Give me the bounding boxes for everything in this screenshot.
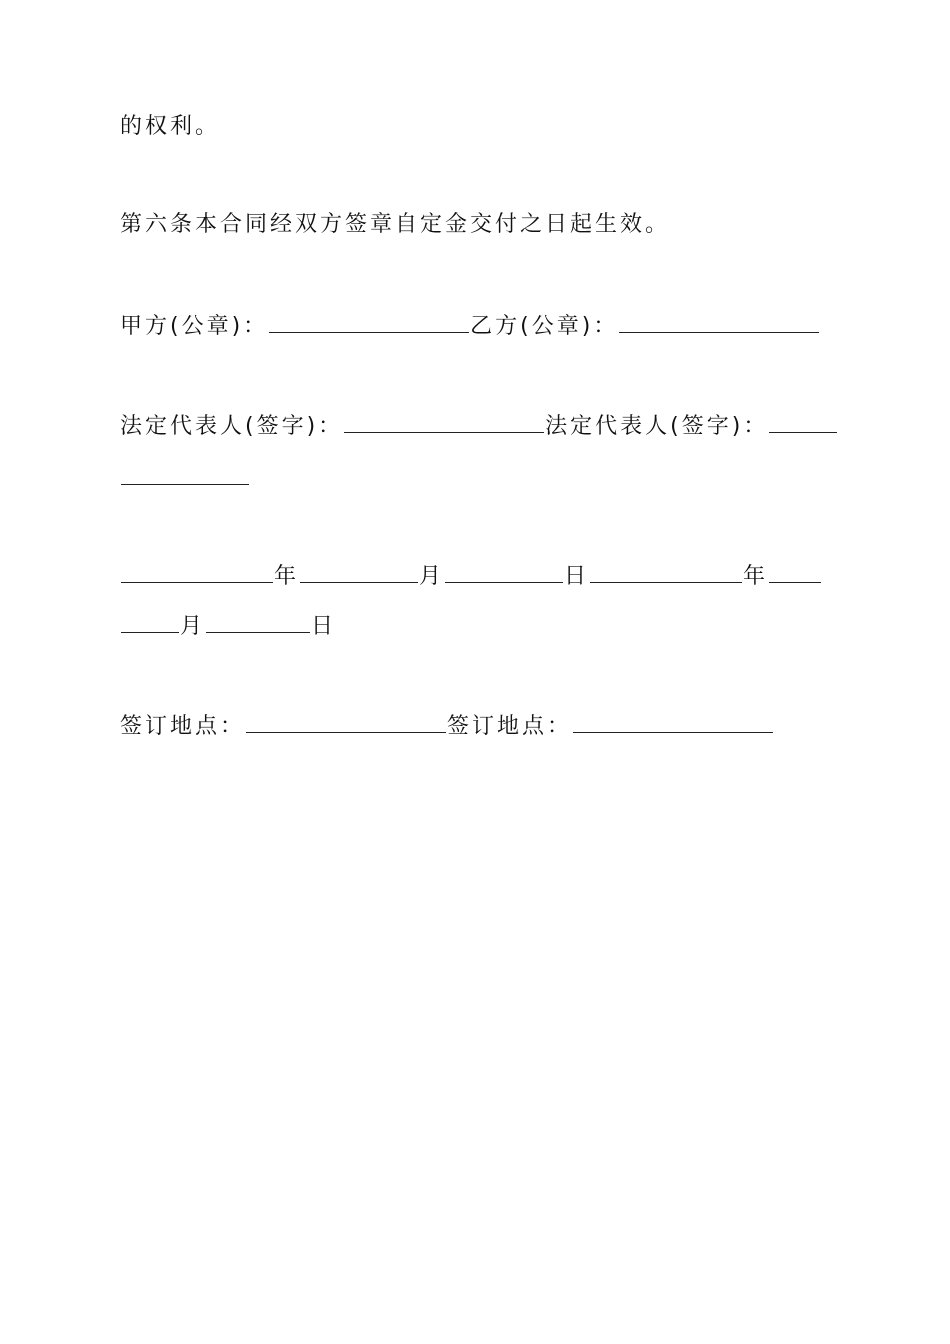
place-b-label: 签订地点： xyxy=(447,714,573,739)
representative-line xyxy=(120,410,840,442)
year-a-label: 年 xyxy=(274,564,300,589)
signing-place-line xyxy=(120,710,840,742)
place-b-blank[interactable] xyxy=(573,710,773,733)
party-a-rep-blank[interactable] xyxy=(344,410,544,433)
party-b-seal-label: 乙方(公章)： xyxy=(470,314,619,339)
text-line-rights xyxy=(120,112,840,142)
month-b-label: 月 xyxy=(180,614,206,639)
party-b-rep-blank-cont[interactable] xyxy=(121,462,249,485)
rights-text: 的权利。 xyxy=(120,114,221,139)
day-a-blank[interactable] xyxy=(445,560,563,583)
party-a-rep-label: 法定代表人(签字)： xyxy=(120,414,344,439)
article-six-text: 第六条本合同经双方签章自定金交付之日起生效。 xyxy=(120,212,671,237)
party-b-seal-blank[interactable] xyxy=(619,310,819,333)
day-b-label: 日 xyxy=(311,614,337,639)
party-b-rep-label: 法定代表人(签字)： xyxy=(545,414,769,439)
party-b-rep-blank[interactable] xyxy=(769,410,837,433)
month-a-label: 月 xyxy=(419,564,445,589)
text-line-article-six xyxy=(120,210,840,240)
day-b-blank[interactable] xyxy=(206,610,310,633)
place-a-label: 签订地点： xyxy=(120,714,246,739)
date-line-cont xyxy=(120,610,840,642)
year-b-label: 年 xyxy=(743,564,769,589)
month-b-blank[interactable] xyxy=(769,560,821,583)
year-b-blank[interactable] xyxy=(590,560,742,583)
seal-line xyxy=(120,310,840,342)
party-a-seal-label: 甲方(公章)： xyxy=(120,314,269,339)
month-a-blank[interactable] xyxy=(300,560,418,583)
year-a-blank[interactable] xyxy=(121,560,273,583)
month-b-blank-cont[interactable] xyxy=(121,610,179,633)
day-a-label: 日 xyxy=(564,564,590,589)
place-a-blank[interactable] xyxy=(246,710,446,733)
representative-line-cont xyxy=(120,462,840,494)
date-line xyxy=(120,560,840,592)
party-a-seal-blank[interactable] xyxy=(269,310,469,333)
